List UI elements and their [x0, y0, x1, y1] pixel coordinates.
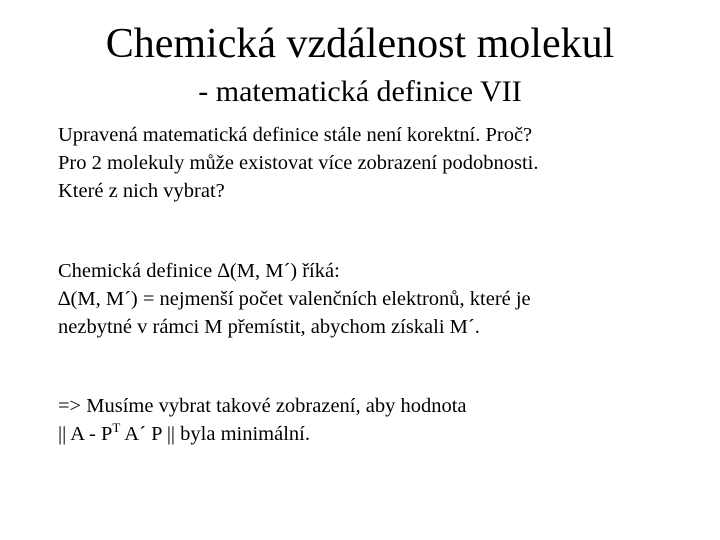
- paragraph-line: ∆(M, M´) = nejmenší počet valenčních elektronů, které je: [58, 288, 531, 310]
- formula-part: A´ P || byla minimální.: [120, 423, 310, 445]
- paragraph-line: Které z nich vybrat?: [58, 180, 225, 202]
- paragraph-conclusion: [58, 392, 698, 448]
- transpose-superscript: T: [112, 420, 121, 435]
- formula-part: || A - P: [58, 423, 113, 445]
- slide-subtitle: - matematická definice VII: [198, 75, 522, 108]
- slide-title: Chemická vzdálenost molekul: [105, 21, 615, 67]
- formula-line: [58, 420, 698, 448]
- paragraph-question: [58, 121, 698, 205]
- paragraph-line: Upravená matematická definice stále není korektní. Proč?: [58, 124, 533, 146]
- paragraph-line: Chemická definice ∆(M, M´) říká:: [58, 260, 340, 282]
- paragraph-line: nezbytné v rámci M přemístit, abychom získali M´.: [58, 316, 480, 338]
- paragraph-line: Pro 2 molekuly může existovat více zobrazení podobnosti.: [58, 152, 539, 174]
- paragraph-line: => Musíme vybrat takové zobrazení, aby hodnota: [58, 395, 467, 417]
- paragraph-chemical-definition: [58, 257, 698, 341]
